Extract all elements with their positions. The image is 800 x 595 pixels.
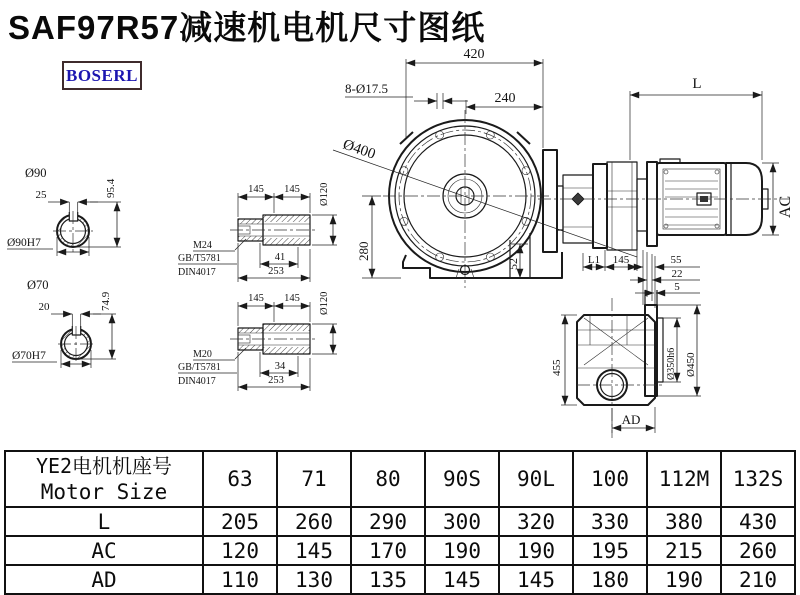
dim-240: 240 bbox=[494, 91, 516, 106]
thread-label-m20: M20 bbox=[193, 349, 212, 360]
row-label: AD bbox=[5, 565, 203, 594]
gearbox-side-view bbox=[551, 290, 701, 438]
dim-L: L bbox=[692, 76, 702, 92]
column-header: 90L bbox=[499, 451, 573, 507]
column-header: 112M bbox=[647, 451, 721, 507]
cell: 320 bbox=[499, 507, 573, 536]
cell: 260 bbox=[721, 536, 795, 565]
table-row-AD bbox=[5, 565, 795, 594]
cell: 130 bbox=[277, 565, 351, 594]
dim-55: 55 bbox=[670, 254, 682, 266]
cell: 215 bbox=[647, 536, 721, 565]
column-header: 90S bbox=[425, 451, 499, 507]
dim-253: 253 bbox=[268, 266, 284, 277]
page-title: SAF97R57减速机电机尺寸图纸 bbox=[8, 9, 486, 46]
dim-52: 52 bbox=[506, 258, 520, 270]
row-label: AC bbox=[5, 536, 203, 565]
cell: 260 bbox=[277, 507, 351, 536]
column-header: 100 bbox=[573, 451, 647, 507]
dim-d120: Ø120 bbox=[319, 182, 330, 206]
dim-d90: Ø90 bbox=[25, 166, 47, 180]
dim-bolt-holes: 8-Ø17.5 bbox=[345, 81, 388, 96]
dim-20: 20 bbox=[38, 301, 50, 313]
column-header: 71 bbox=[277, 451, 351, 507]
cell: 145 bbox=[499, 565, 573, 594]
cell: 145 bbox=[425, 565, 499, 594]
cell: 120 bbox=[203, 536, 277, 565]
hollow-shaft-top bbox=[178, 183, 337, 282]
std-din-label: DIN4017 bbox=[178, 376, 216, 387]
dim-280: 280 bbox=[356, 241, 371, 261]
dim-d450: Ø450 bbox=[685, 352, 697, 377]
cell: 170 bbox=[351, 536, 425, 565]
dim-25: 25 bbox=[35, 189, 47, 201]
cell: 190 bbox=[647, 565, 721, 594]
dim-145: 145 bbox=[612, 254, 630, 266]
shaft-section-70 bbox=[12, 278, 116, 368]
std-gb-label: GB/T5781 bbox=[178, 362, 221, 373]
column-header: 132S bbox=[721, 451, 795, 507]
dim-d350h6: Ø350h6 bbox=[666, 347, 677, 380]
dim-d70: Ø70 bbox=[27, 278, 49, 292]
column-header: 80 bbox=[351, 451, 425, 507]
cell: 300 bbox=[425, 507, 499, 536]
dim-AD: AD bbox=[621, 412, 641, 427]
dim-145-a: 145 bbox=[248, 184, 264, 195]
dim-253: 253 bbox=[268, 375, 284, 386]
header-en: Motor Size bbox=[40, 480, 168, 504]
dim-145-a: 145 bbox=[248, 293, 264, 304]
column-header: 63 bbox=[203, 451, 277, 507]
row-label: L bbox=[5, 507, 203, 536]
motor-view bbox=[538, 76, 794, 308]
cell: 195 bbox=[573, 536, 647, 565]
thread-label-m24: M24 bbox=[193, 240, 212, 251]
cell: 290 bbox=[351, 507, 425, 536]
dim-145-b: 145 bbox=[284, 293, 300, 304]
table-row-L bbox=[5, 507, 795, 536]
dim-5: 5 bbox=[674, 281, 680, 293]
dim-95-4: 95.4 bbox=[105, 178, 117, 198]
dim-455: 455 bbox=[551, 359, 563, 376]
cell: 205 bbox=[203, 507, 277, 536]
dim-41: 41 bbox=[274, 252, 286, 263]
dim-34: 34 bbox=[274, 361, 286, 372]
dim-L1: L1 bbox=[587, 254, 601, 266]
dim-420: 420 bbox=[463, 47, 485, 62]
dim-d90h7: Ø90H7 bbox=[7, 237, 41, 249]
cell: 110 bbox=[203, 565, 277, 594]
header-cn: YE2电机机座号 bbox=[35, 454, 173, 478]
cell: 190 bbox=[425, 536, 499, 565]
cell: 380 bbox=[647, 507, 721, 536]
motor-size-table bbox=[4, 450, 796, 595]
cell: 330 bbox=[573, 507, 647, 536]
dim-22: 22 bbox=[671, 268, 683, 280]
dim-74-9: 74.9 bbox=[100, 291, 112, 311]
cell: 145 bbox=[277, 536, 351, 565]
cell: 430 bbox=[721, 507, 795, 536]
std-gb-label: GB/T5781 bbox=[178, 253, 221, 264]
std-din-label: DIN4017 bbox=[178, 267, 216, 278]
cell: 135 bbox=[351, 565, 425, 594]
cell: 180 bbox=[573, 565, 647, 594]
dim-d70h7: Ø70H7 bbox=[12, 350, 46, 362]
hollow-shaft-bottom bbox=[178, 292, 337, 391]
boserl-logo: BOSERL bbox=[62, 61, 142, 90]
table-row-AC bbox=[5, 536, 795, 565]
front-view bbox=[333, 47, 637, 288]
shaft-section-90 bbox=[7, 166, 121, 256]
dim-AC: AC bbox=[777, 195, 794, 218]
dim-145-b: 145 bbox=[284, 184, 300, 195]
cell: 190 bbox=[499, 536, 573, 565]
cell: 210 bbox=[721, 565, 795, 594]
dim-d400: Ø400 bbox=[340, 136, 378, 163]
dim-d120: Ø120 bbox=[319, 291, 330, 315]
table-header-motor-size bbox=[5, 451, 203, 507]
